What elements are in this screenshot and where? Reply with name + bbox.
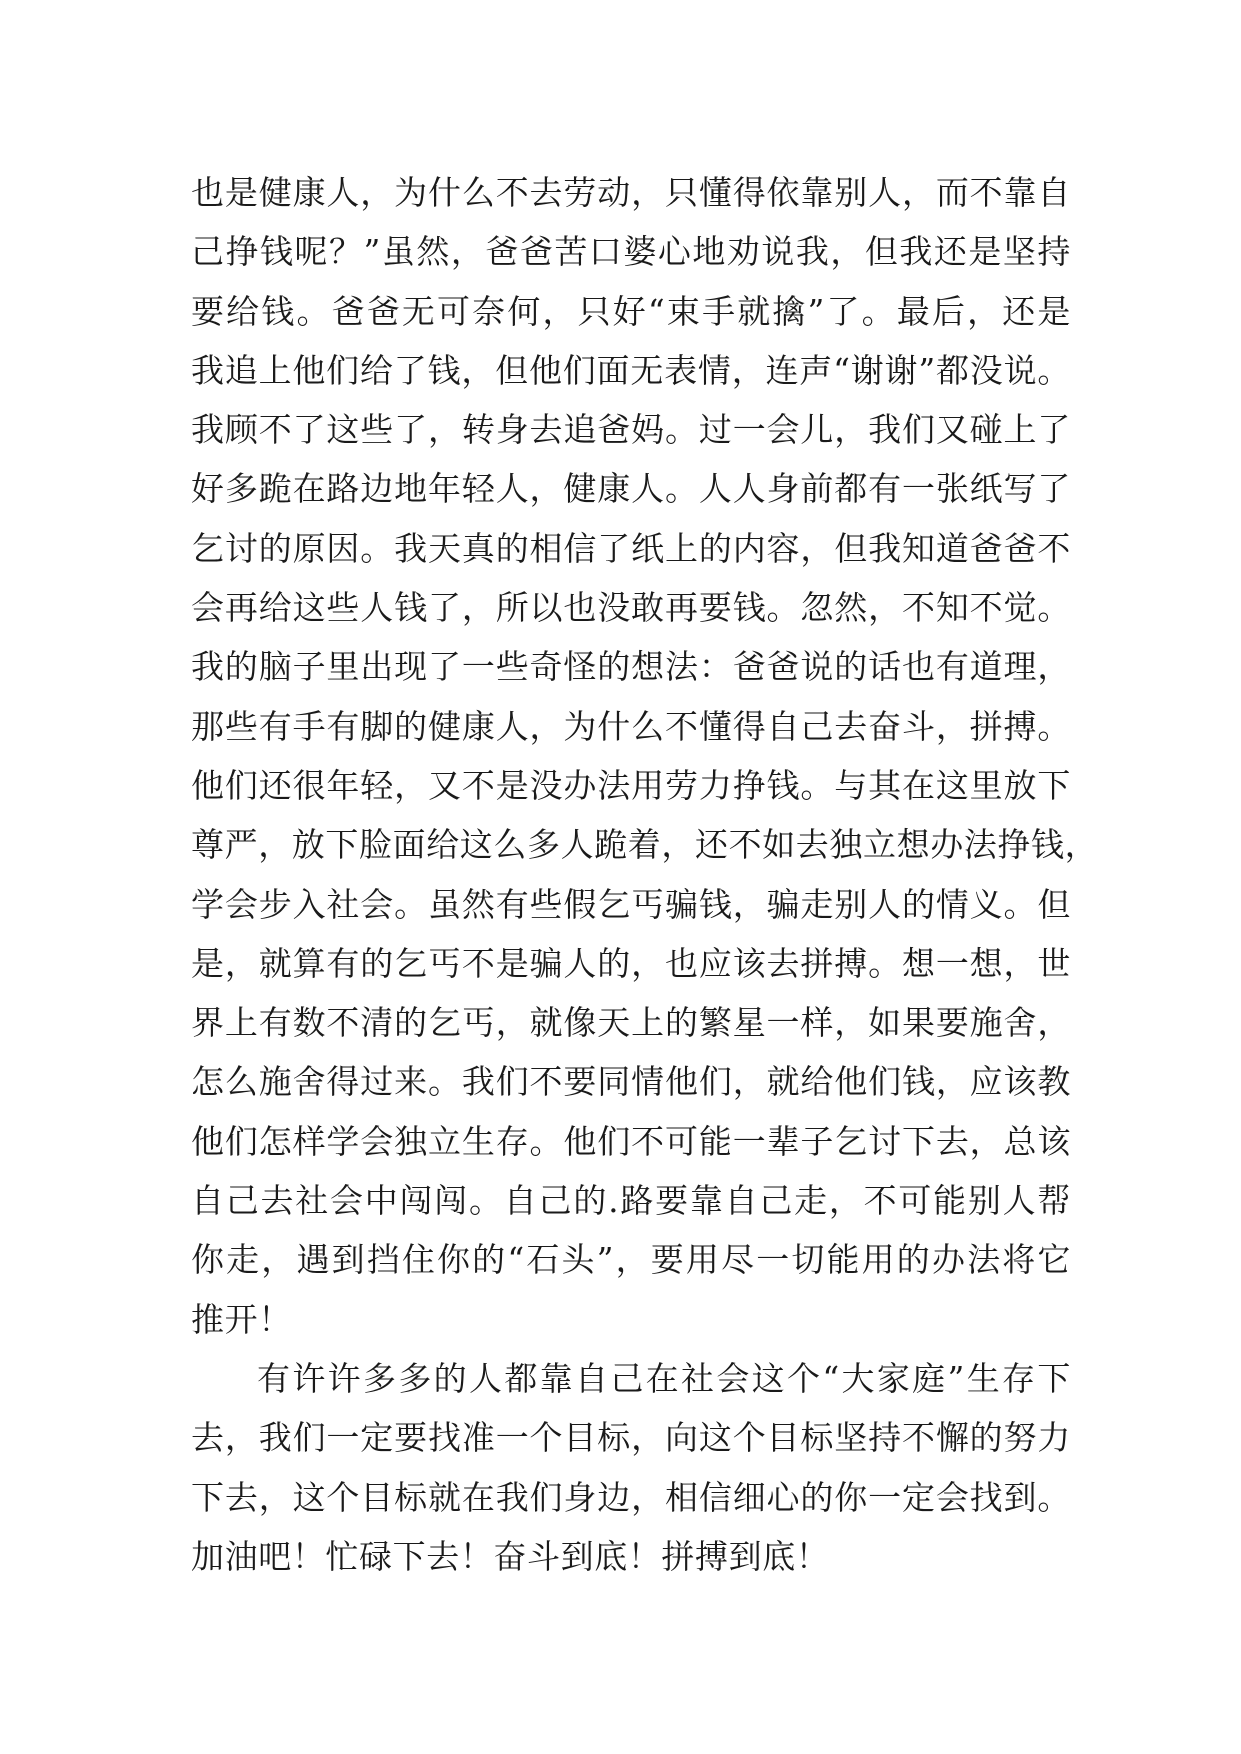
paragraph-1-line: 尊严，放下脸面给这么多人跪着，还不如去独立想办法挣钱，	[191, 825, 1099, 865]
paragraph-1-line: 好多跪在路边地年轻人，健康人。人人身前都有一张纸写了	[191, 469, 1071, 509]
paragraph-1-line: 乞讨的原因。我天真的相信了纸上的内容，但我知道爸爸不	[191, 528, 1071, 568]
paragraph-1-line: 会再给这些人钱了，所以也没敢再要钱。忽然，不知不觉。	[191, 588, 1071, 628]
paragraph-2-line: 加油吧！忙碌下去！奋斗到底！拼搏到底！	[191, 1536, 830, 1576]
paragraph-1-line: 怎么施舍得过来。我们不要同情他们，就给他们钱，应该教	[191, 1062, 1071, 1102]
paragraph-1-line: 要给钱。爸爸无可奈何，只好“束手就擒”了。最后，还是	[191, 291, 1071, 331]
paragraph-1-line: 他们还很年轻，又不是没办法用劳力挣钱。与其在这里放下	[191, 765, 1071, 805]
paragraph-1-line: 界上有数不清的乞丐，就像天上的繁星一样，如果要施舍，	[191, 1003, 1071, 1043]
paragraph-2-line: 有许许多多的人都靠自己在社会这个“大家庭”生存下	[257, 1358, 1071, 1398]
paragraph-1-line: 己挣钱呢？”虽然，爸爸苦口婆心地劝说我，但我还是坚持	[191, 232, 1071, 272]
paragraph-1-line: 我的脑子里出现了一些奇怪的想法：爸爸说的话也有道理，	[191, 647, 1071, 687]
paragraph-1-line: 自己去社会中闯闯。自己的.路要靠自己走，不可能别人帮	[191, 1181, 1071, 1221]
paragraph-1-line: 他们怎样学会独立生存。他们不可能一辈子乞讨下去，总该	[191, 1121, 1071, 1161]
paragraph-1-line: 我顾不了这些了，转身去追爸妈。过一会儿，我们又碰上了	[191, 410, 1071, 450]
paragraph-1-line: 我追上他们给了钱，但他们面无表情，连声“谢谢”都没说。	[191, 350, 1071, 390]
paragraph-1-line: 推开！	[191, 1299, 292, 1339]
paragraph-1-line: 你走，遇到挡住你的“石头”，要用尽一切能用的办法将它	[191, 1240, 1071, 1280]
paragraph-2-line: 去，我们一定要找准一个目标，向这个目标坚持不懈的努力	[191, 1418, 1071, 1458]
paragraph-1-line: 是，就算有的乞丐不是骗人的，也应该去拼搏。想一想，世	[191, 943, 1071, 983]
paragraph-1-line: 也是健康人，为什么不去劳动，只懂得依靠别人，而不靠自	[191, 173, 1071, 212]
document-body	[191, 163, 1099, 1586]
paragraph-1-line: 那些有手有脚的健康人，为什么不懂得自己去奋斗，拼搏。	[191, 706, 1071, 746]
paragraph-1-line: 学会步入社会。虽然有些假乞丐骗钱，骗走别人的情义。但	[191, 884, 1071, 924]
paragraph-2-line: 下去，这个目标就在我们身边，相信细心的你一定会找到。	[191, 1477, 1071, 1517]
